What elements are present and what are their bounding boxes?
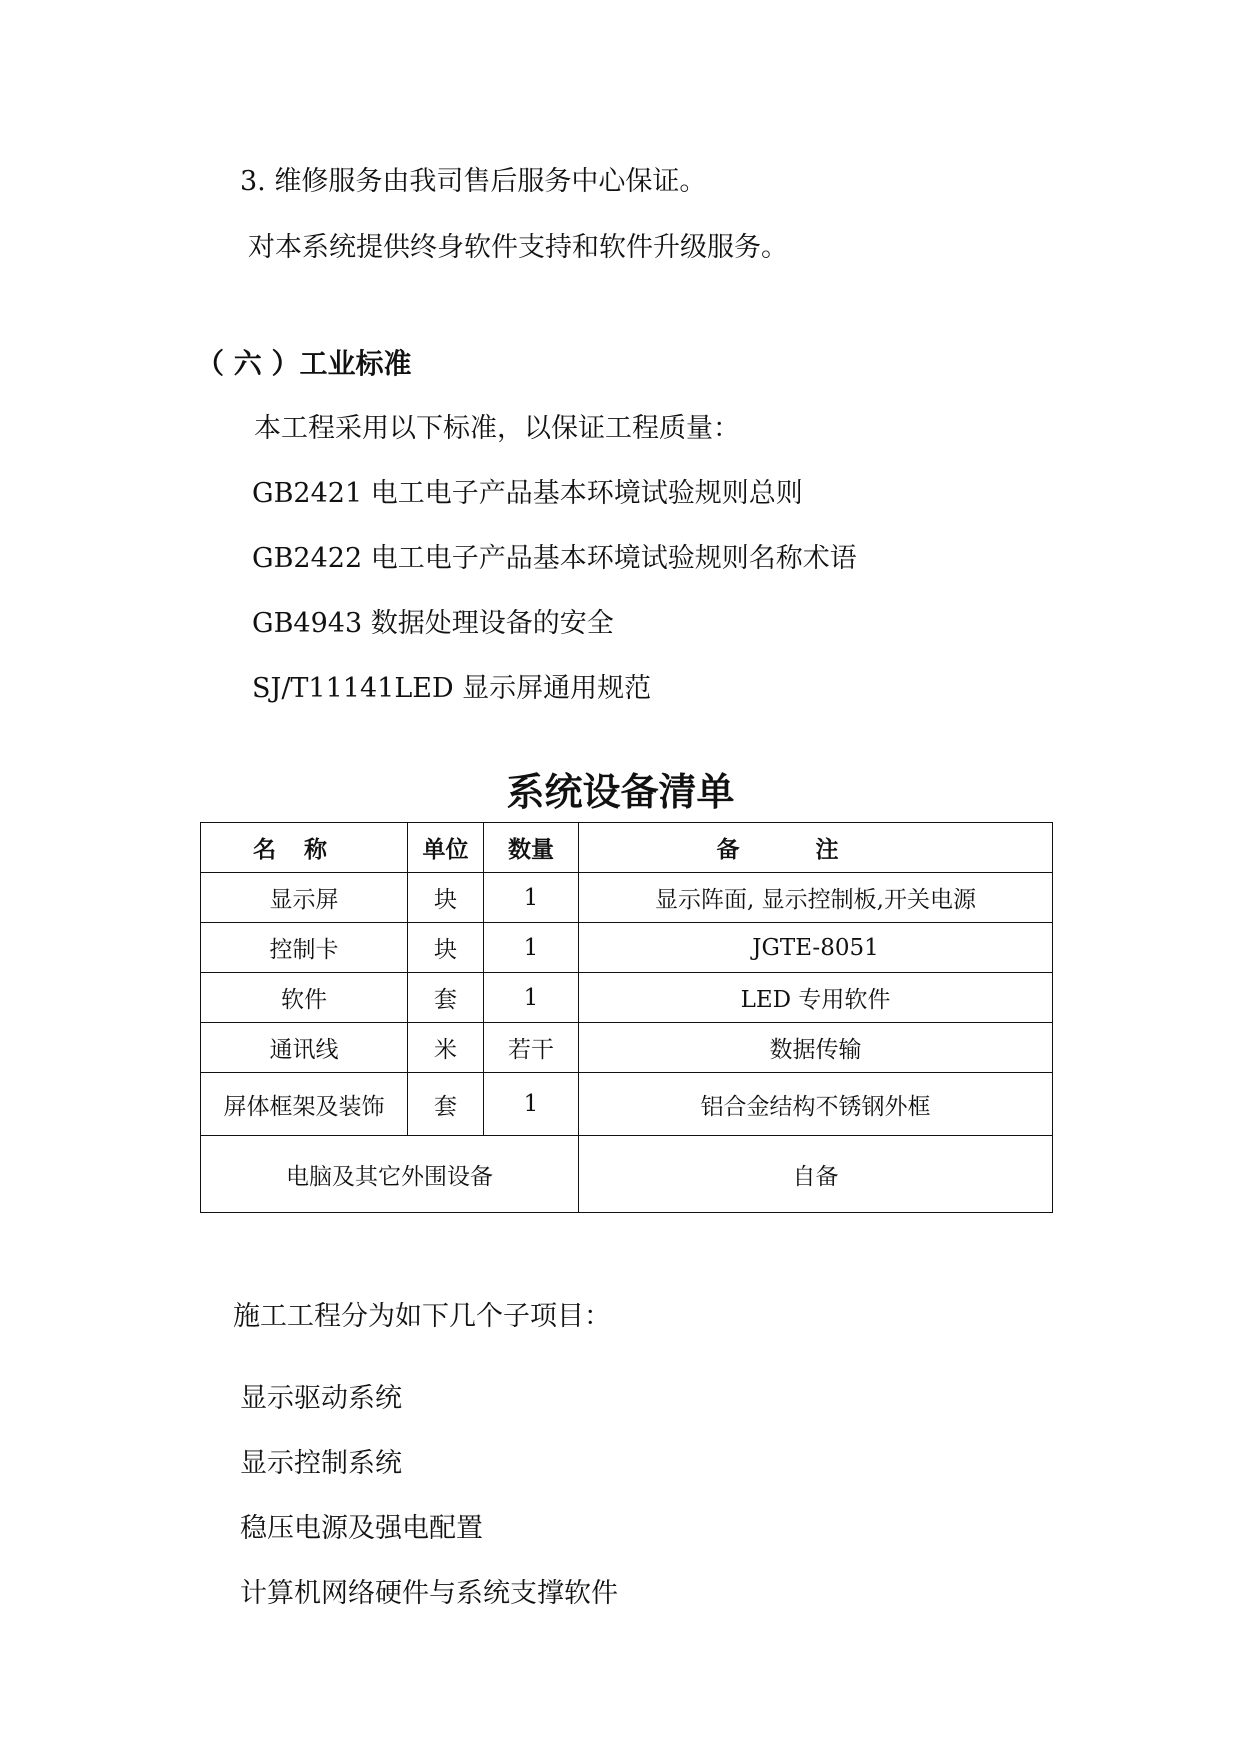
cell-name: 通讯线 (201, 1023, 408, 1073)
standard-item: SJ/T11141LED 显示屏通用规范 (252, 673, 652, 704)
table-header-row (201, 823, 1053, 873)
cell-name: 控制卡 (201, 923, 408, 973)
subproject-item: 显示控制系统 (240, 1448, 402, 1479)
cell-quantity: 若干 (484, 1023, 579, 1073)
cell-unit: 套 (408, 973, 484, 1023)
cell-self-provided: 自备 (579, 1136, 1053, 1213)
cell-unit: 套 (408, 1073, 484, 1136)
standard-item: GB2421 电工电子产品基本环境试验规则总则 (252, 478, 803, 509)
cell-quantity: 1 (484, 973, 579, 1023)
cell-unit: 块 (408, 923, 484, 973)
cell-name: 显示屏 (201, 873, 408, 923)
service-guarantee-text: 3. 维修服务由我司售后服务中心保证。 (240, 166, 707, 197)
standards-intro-text: 本工程采用以下标准，以保证工程质量： (254, 413, 740, 444)
table-row (201, 973, 1053, 1023)
cell-remark: JGTE-8051 (579, 923, 1053, 973)
cell-remark: 数据传输 (579, 1023, 1053, 1073)
cell-unit: 块 (408, 873, 484, 923)
standard-item: GB2422 电工电子产品基本环境试验规则名称术语 (252, 543, 857, 574)
table-row (201, 923, 1053, 973)
equipment-table (200, 822, 1053, 1213)
cell-unit: 米 (408, 1023, 484, 1073)
subprojects-intro-text: 施工工程分为如下几个子项目： (233, 1301, 611, 1332)
table-row (201, 1023, 1053, 1073)
table-title: 系统设备清单 (506, 770, 735, 814)
table-row (201, 1136, 1053, 1213)
table-row (201, 873, 1053, 923)
subproject-item: 显示驱动系统 (240, 1383, 402, 1414)
header-unit: 单位 (408, 823, 484, 873)
cell-remark: LED 专用软件 (579, 973, 1053, 1023)
cell-quantity: 1 (484, 923, 579, 973)
cell-quantity: 1 (484, 1073, 579, 1136)
cell-peripherals: 电脑及其它外围设备 (201, 1136, 579, 1213)
cell-name: 软件 (201, 973, 408, 1023)
header-quantity: 数量 (484, 823, 579, 873)
standard-item: GB4943 数据处理设备的安全 (252, 608, 614, 639)
section-heading: （ 六 ）工业标准 (196, 347, 412, 380)
subproject-item: 稳压电源及强电配置 (240, 1513, 483, 1544)
table-row (201, 1073, 1053, 1136)
header-remark: 备注 (579, 823, 1053, 873)
cell-quantity: 1 (484, 873, 579, 923)
cell-name: 屏体框架及装饰 (201, 1073, 408, 1136)
cell-remark: 铝合金结构不锈钢外框 (579, 1073, 1053, 1136)
header-name: 名称 (201, 823, 408, 873)
subproject-item: 计算机网络硬件与系统支撑软件 (240, 1578, 618, 1609)
software-support-text: 对本系统提供终身软件支持和软件升级服务。 (248, 232, 788, 263)
cell-remark: 显示阵面, 显示控制板,开关电源 (579, 873, 1053, 923)
